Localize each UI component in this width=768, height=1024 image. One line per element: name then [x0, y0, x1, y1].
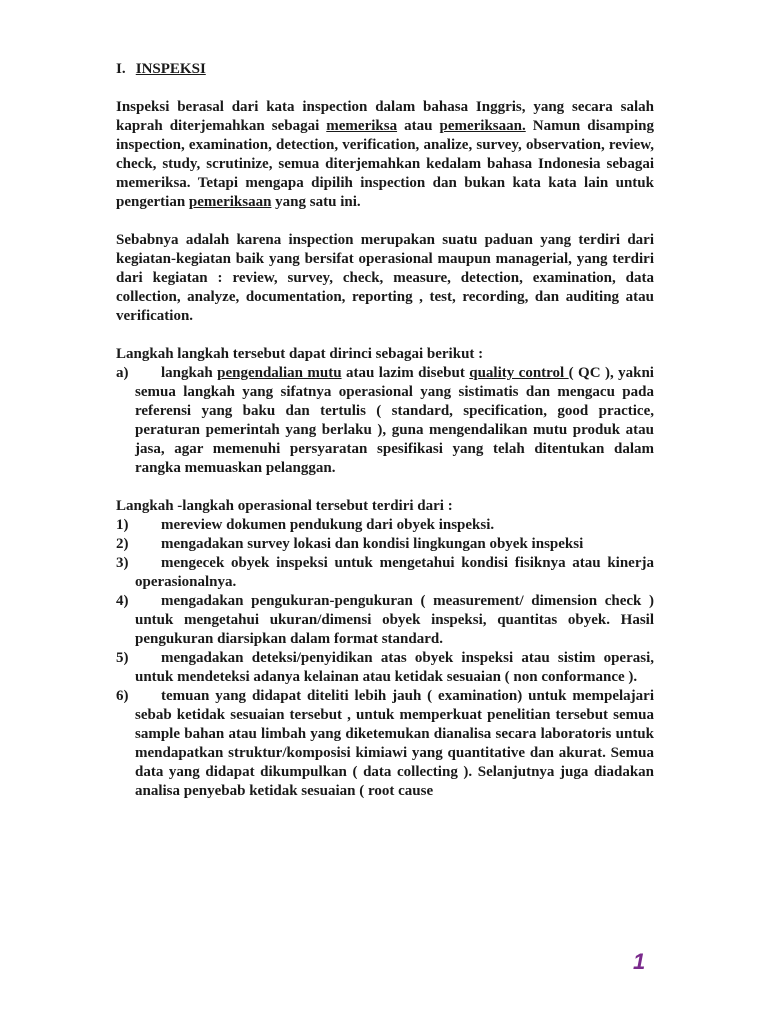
- list-item: [116, 592, 654, 649]
- underlined-term: pemeriksaan.: [439, 118, 526, 134]
- list-item-a: [116, 364, 654, 478]
- list-text: mereview dokumen pendukung dari obyek inspeksi.: [161, 517, 495, 533]
- list-text: temuan yang didapat diteliti lebih jauh ( examination) untuk mempelajari sebab ketidak sesuaian tersebut , untuk memperkuat penelitian tersebut semua sample bahan atau limbah yang diketemukan dianalisa secara laboratoris untuk mendapatkan struktur/komposisi kimiawi yang quantitative dan akurat. Semua data yang didapat dikumpulkan ( data collecting ). Selanjutnya juga diadakan analisa penyebab ketidak sesuaian ( root cause: [135, 688, 654, 799]
- text-run: atau: [397, 118, 440, 134]
- underlined-term: pemeriksaan: [188, 194, 272, 210]
- list-label: 2): [116, 536, 129, 552]
- list-label: a): [116, 365, 129, 381]
- section-number: I.: [116, 61, 126, 77]
- list-text: mengadakan survey lokasi dan kondisi lingkungan obyek inspeksi: [161, 536, 584, 552]
- paragraph-reason: Sebabnya adalah karena inspection merupakan suatu paduan yang terdiri dari kegiatan-kegiatan baik yang bersifat operasional maupun managerial, yang terdiri dari kegiatan : review, survey, check, measure, detection, examination, data collection, analyze, documentation, reporting , test, recording, dan auditing atau verification.: [116, 232, 654, 324]
- list-label: 5): [116, 650, 129, 666]
- list-item: [116, 516, 654, 535]
- underlined-term: memeriksa: [326, 118, 398, 134]
- text-run: ( QC ), yakni semua langkah yang sifatnya operasional yang sistimatis dan mengacu pada referensi yang baku dan tertulis ( standard, specification, good practice, peraturan pemerintah yang berlaku ), guna mengendalikan mutu produk atau jasa, agar memenuhi persyaratan spesifikasi yang telah ditentukan dalam rangka memuaskan pelanggan.: [135, 365, 654, 476]
- paragraph-steps-intro: Langkah langkah tersebut dapat dirinci sebagai berikut :: [116, 346, 484, 362]
- list-item: [116, 687, 654, 801]
- page-number: 1: [633, 949, 646, 974]
- section-heading: [116, 60, 654, 79]
- text-run: Inspeksi berasal dari kata inspection dalam bahasa Inggris, yang secara salah kaprah diterjemahkan sebagai: [116, 99, 654, 134]
- list-label: 6): [116, 688, 129, 704]
- list-label: 3): [116, 555, 129, 571]
- text-run: langkah: [161, 365, 218, 381]
- list-label: 1): [116, 517, 129, 533]
- document-body: [116, 60, 654, 801]
- list-text: mengecek obyek inspeksi untuk mengetahui kondisi fisiknya atau kinerja operasionalnya.: [135, 555, 654, 590]
- text-run: atau lazim disebut: [341, 365, 470, 381]
- text-run: Namun disamping inspection, examination, detection, verification, analize, survey, observation, review, check, study, scrutinize, semua diterjemahkan kedalam bahasa Indonesia sebagai memeriksa. Tetapi mengapa dipilih inspection dan bukan kata kata lain untuk pengertian: [116, 118, 654, 210]
- text-run: yang satu ini.: [271, 194, 361, 210]
- paragraph-definition: [116, 98, 654, 212]
- list-text: mengadakan pengukuran-pengukuran ( measurement/ dimension check ) untuk mengetahui ukuran/dimensi obyek inspeksi, quantitas obyek. Hasil pengukuran diarsipkan dalam format standard.: [135, 593, 654, 647]
- list-item: [116, 554, 654, 592]
- section-title: INSPEKSI: [135, 61, 206, 77]
- underlined-term: quality control: [469, 365, 569, 381]
- list-item: [116, 649, 654, 687]
- list-item: [116, 535, 654, 554]
- underlined-term: pengendalian mutu: [217, 365, 342, 381]
- list-label: 4): [116, 593, 129, 609]
- steps-list: [116, 516, 654, 801]
- paragraph-operational-intro: Langkah -langkah operasional tersebut terdiri dari :: [116, 498, 453, 514]
- list-text: mengadakan deteksi/penyidikan atas obyek inspeksi atau sistim operasi, untuk mendeteksi adanya kelainan atau ketidak sesuaian ( non conformance ).: [135, 650, 654, 685]
